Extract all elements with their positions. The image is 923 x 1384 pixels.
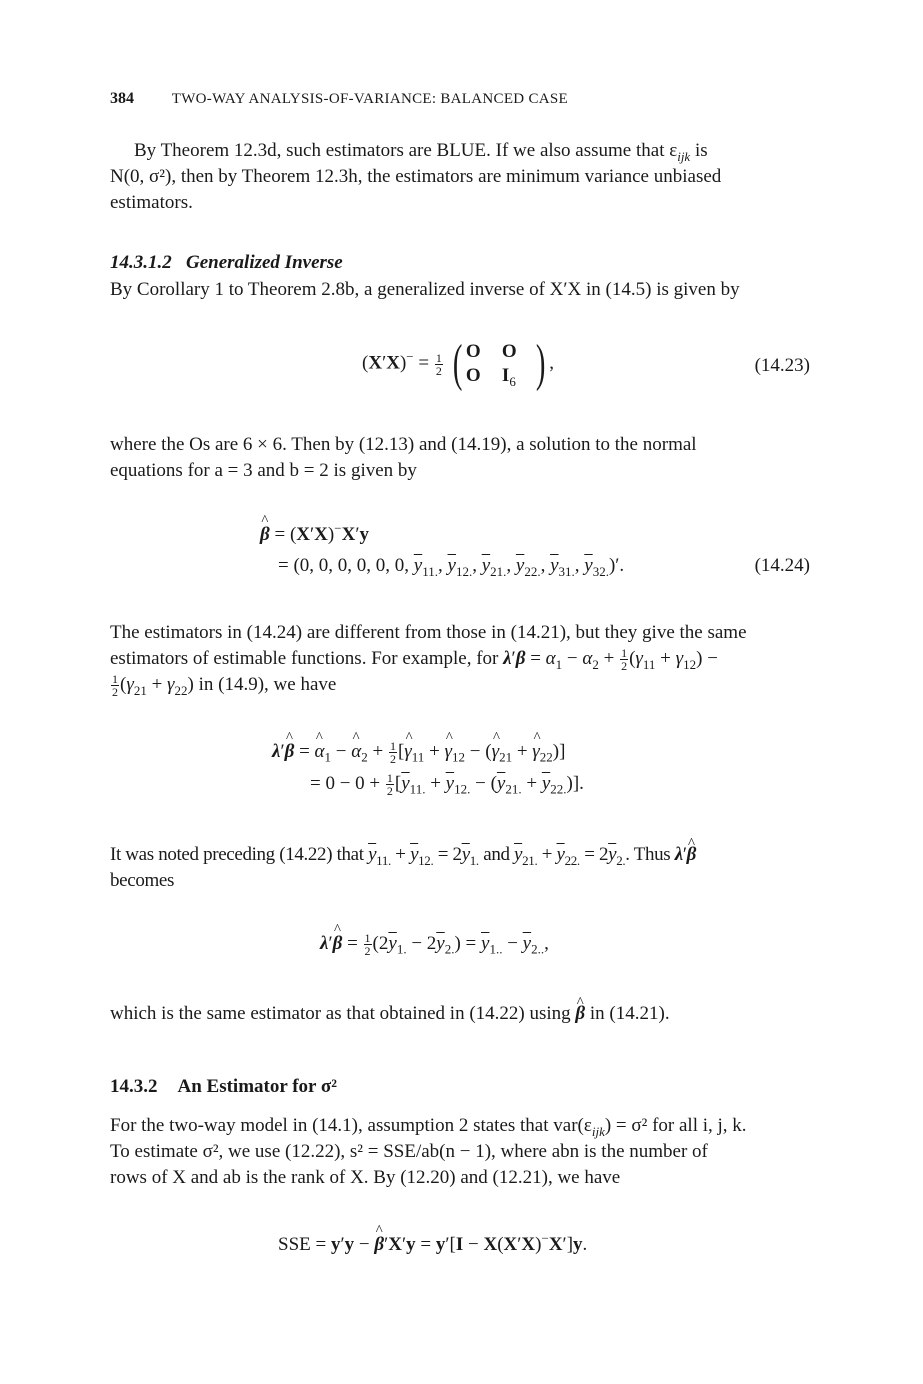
equation-generalized-inverse: (X′X)− = $\frac{1}{2}$ ( O O O $I_6$ ) , — [362, 335, 554, 392]
paragraph-same-estimator: which is the same estimator as that obtained in (14.22) using ^ β in (14.21). — [110, 1001, 810, 1027]
equation-lambda-beta-line1: λ′^ β = ^ $\alpha_1$ − ^ $\alpha_2$ + $\frac{1}{2}$ [^ $\gamma_{11}$ + ^ $\gamma_{12}$ − (^ $\gamma_{21}$ + ^ $\gamma_{22}$)] — [272, 740, 565, 765]
running-title: TWO-WAY ANALYSIS-OF-VARIANCE: BALANCED CASE — [171, 91, 569, 107]
equation-beta-hat-line2: = (0, 0, 0, 0, 0, 0, $\overline{y}_{11.}$, $\overline{y}_{12.}$, $\overline{y}_{21.}$, $\overline{y}_{22.}$, $\overline{y}_{31.}$, $\overline{y}_{32.})'$. — [278, 555, 625, 579]
subsection-heading: 14.3.1.2 Generalized Inverse — [110, 252, 343, 273]
section-heading: 14.3.2 An Estimator for σ² — [110, 1076, 337, 1097]
paragraph-estimator-sigma: For the two-way model in (14.1), assumption 2 states that $var(\varepsilon_{ijk}) = \sigma^2$ for all i, j, k. To estimate σ², we use (12.22), s² = SSE/ab(n − 1), where abn is the number of rows of X and ab is the rank of X. By (12.20) and (12.21), we have — [110, 1115, 747, 1188]
paragraph-estimable-functions: The estimators in (14.24) are different from those in (14.21), but they give the same estimators of estimable functions. For example, for $\lambda'\beta = \alpha_1 - \alpha_2$ + $\frac{1}{2}$ $(\gamma_{11} + \gamma_{12})$ − $\frac{1}{2}$ $(\gamma_{21} + \gamma_{22})$ in (14.9), we have — [110, 622, 747, 700]
page-number: 384 — [110, 90, 134, 107]
equation-sse: SSE = y′y − ^ β′X′y = y′[I − X(X′X)−X′]y. — [278, 1234, 587, 1256]
equation-number-14-24: (14.24) — [754, 555, 810, 576]
equation-beta-hat-line1: ^ β = (X′X)−X′y — [260, 524, 369, 546]
equation-lambda-beta-result: λ′^ β = $\frac{1}{2}$ $(2\overline{y}_{1.} - 2\overline{y}_{2.}) = \overline{y}_{1..} - \overline{y}_{2..}$, — [320, 932, 549, 957]
paragraph-generalized-inverse: By Corollary 1 to Theorem 2.8b, a generalized inverse of X′X in (14.5) is given by — [110, 279, 740, 300]
equation-number-14-23: (14.23) — [754, 355, 810, 376]
equation-lambda-beta-line2: = 0 − 0 + $\frac{1}{2}$ $[\overline{y}_{11.} + \overline{y}_{12.} - (\overline{y}_{21.} + \overline{y}_{22.})]$. — [310, 771, 584, 798]
paragraph-noted-preceding: It was noted preceding (14.22) that $\overline{y}_{11.} + \overline{y}_{12.} = 2\overline{y}_{1.}$ and $\overline{y}_{21.} + \overline{y}_{22.} = 2\overline{y}_{2.}$. Thus λ′^ β becomes — [110, 842, 810, 894]
paragraph-blue-estimators: By Theorem 12.3d, such estimators are BLUE. If we also assume that $\varepsilon_{ijk}$ is N(0, σ²), then by Theorem 12.3h, the estimators are minimum variance unbiased estimators. — [110, 140, 722, 213]
running-header — [110, 90, 810, 108]
paragraph-normal-equations: where the Os are 6 × 6. Then by (12.13) and (14.19), a solution to the normal equations for a = 3 and b = 2 is given by — [110, 434, 697, 481]
